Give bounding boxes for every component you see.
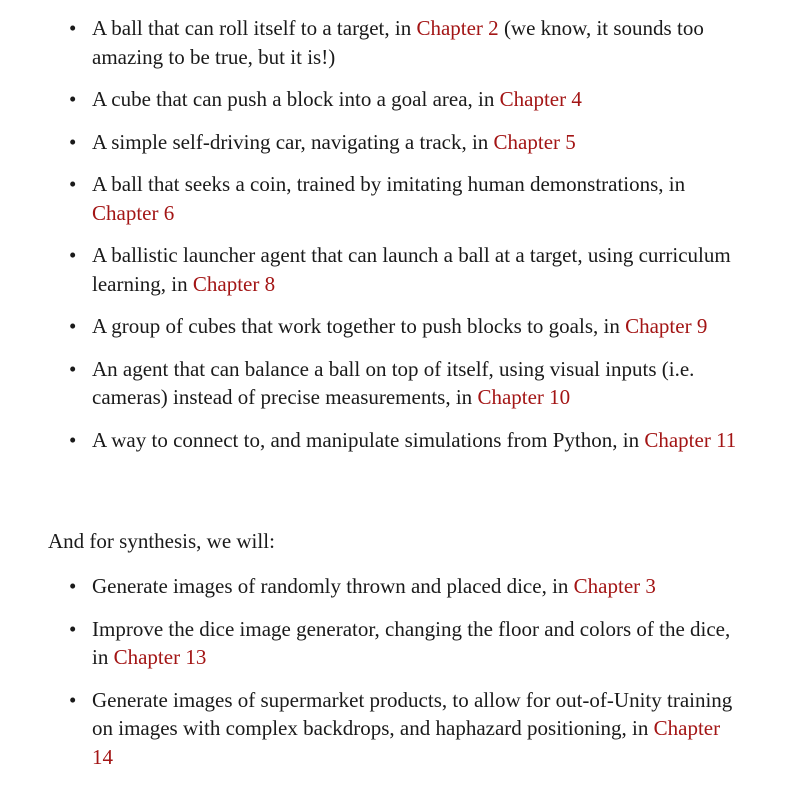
list-item [0, 241, 812, 298]
chapter-2-link[interactable]: Chapter 2 [416, 16, 499, 40]
list-item [0, 426, 812, 455]
list-item [0, 14, 812, 71]
item-text: A ball that seeks a coin, trained by imitating human demonstrations, in [92, 172, 686, 196]
chapter-3-link[interactable]: Chapter 3 [573, 574, 656, 598]
item-text: (we know, it sounds too amazing to be true, but it is!) [92, 16, 704, 69]
chapter-4-link[interactable]: Chapter 4 [499, 87, 582, 111]
item-text: A cube that can push a block into a goal area, in [92, 87, 500, 111]
item-text: A way to connect to, and manipulate simulations from Python, in [92, 427, 645, 452]
item-text: A ball that can roll itself to a target, in [92, 16, 417, 40]
chapter-8-link[interactable]: Chapter 8 [192, 271, 276, 296]
list-item [0, 572, 812, 601]
item-text: Generate images of randomly thrown and placed dice, in [92, 574, 574, 598]
list-item [0, 615, 812, 672]
synthesis-intro-paragraph: And for synthesis, we will: [48, 529, 275, 553]
chapter-10-link[interactable]: Chapter 10 [477, 385, 571, 409]
chapter-5-link[interactable]: Chapter 5 [493, 129, 576, 154]
list-item [0, 686, 812, 772]
chapter-14-link[interactable]: Chapter 14 [92, 716, 721, 769]
item-text: A group of cubes that work together to push blocks to goals, in [92, 314, 626, 338]
chapter-13-link[interactable]: Chapter 13 [113, 645, 207, 669]
item-text: A ballistic launcher agent that can launch a ball at a target, using curriculum learning, in [92, 243, 731, 296]
chapter-11-link[interactable]: Chapter 11 [644, 427, 737, 452]
list-item [0, 312, 812, 341]
chapter-6-link[interactable]: Chapter 6 [92, 200, 175, 225]
chapter-9-link[interactable]: Chapter 9 [625, 314, 708, 338]
list-item [0, 170, 812, 227]
projects-list [0, 14, 812, 468]
list-item [0, 85, 812, 114]
list-item [0, 355, 812, 412]
item-text: Generate images of supermarket products, to allow for out-of-Unity training on images with complex backdrops, and haphazard positioning, in [92, 687, 733, 740]
list-item [0, 128, 812, 157]
item-text: Improve the dice image generator, changing the floor and colors of the dice, in [92, 616, 731, 669]
item-text: A simple self-driving car, navigating a track, in [92, 129, 494, 154]
item-text: An agent that can balance a ball on top of itself, using visual inputs (i.e. cameras) instead of precise measurements, in [92, 356, 695, 409]
synthesis-list [0, 572, 812, 785]
